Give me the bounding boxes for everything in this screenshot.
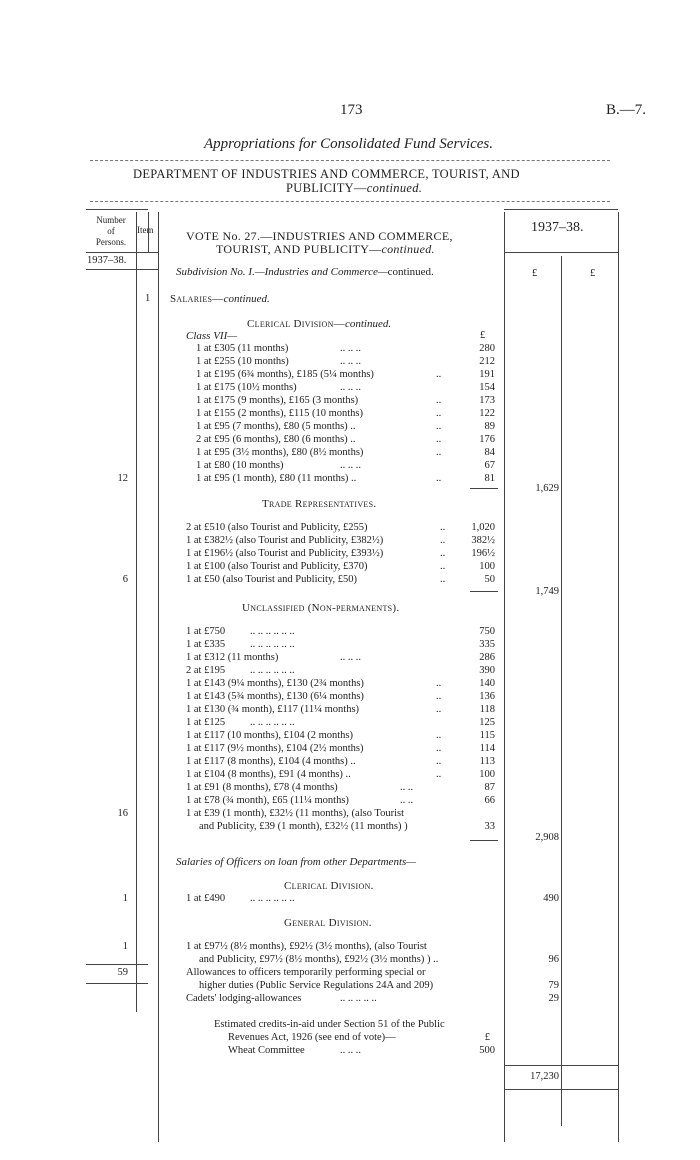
clerical-row-dots: .. .. .. — [340, 343, 361, 354]
clerical-row-dots: .. — [436, 421, 442, 432]
unclassified-row-dots: .. .. .. .. .. .. — [250, 639, 295, 650]
on-loan-clerical-amount: 490 — [543, 893, 559, 904]
on-loan-general-heading: General Division. — [284, 917, 372, 929]
unclassified-row-dots: .. — [436, 743, 442, 754]
clerical-row-desc: 2 at £95 (6 months), £80 (6 months) .. — [196, 434, 356, 445]
allowances-line1: Allowances to officers temporarily performing special or — [186, 967, 426, 978]
on-loan-general-persons: 1 — [122, 941, 128, 952]
unclassified-sum-rule — [470, 840, 498, 841]
unclassified-row-desc: 1 at £104 (8 months), £91 (4 months) .. — [186, 769, 351, 780]
trade-row-dots: .. — [440, 535, 446, 546]
on-loan-clerical-dots: .. .. .. .. .. .. — [250, 893, 295, 904]
unclassified-row-amount: 118 — [479, 704, 495, 715]
salaries-heading — [170, 293, 270, 305]
clerical-subtotal: 1,629 — [535, 483, 559, 494]
total-persons: 59 — [117, 967, 128, 978]
trade-row-amount: 382½ — [471, 535, 495, 546]
cadets-amount: 29 — [548, 993, 559, 1004]
unclassified-row-amount: 100 — [479, 769, 495, 780]
on-loan-general-line2: and Publicity, £97½ (8½ months), £92½ (3½ months) ) .. — [199, 954, 439, 965]
grand-total-rule-top — [504, 1065, 618, 1066]
subdivision-text: Subdivision No. I.—Industries and Commerce— — [176, 266, 388, 278]
clerical-row-dots: .. .. .. — [340, 382, 361, 393]
on-loan-general-amount: 96 — [548, 954, 559, 965]
trade-persons: 6 — [122, 574, 128, 585]
pound-sign-col1: £ — [532, 268, 538, 279]
clerical-row-desc: 1 at £95 (3½ months), £80 (8½ months) — [196, 447, 364, 458]
unclassified-row-desc: 1 at £335 — [186, 639, 226, 650]
salaries-text: Salaries— — [170, 293, 224, 305]
unclassified-row-dots: .. .. .. .. .. .. — [250, 717, 295, 728]
trade-row-desc: 1 at £196½ (also Tourist and Publicity, £393½) — [186, 548, 384, 559]
clerical-row-amount: 191 — [479, 369, 495, 380]
clerical-pound-sign: £ — [480, 330, 486, 341]
unclassified-row-amount: 114 — [479, 743, 495, 754]
credits-pound-sign: £ — [484, 1032, 490, 1043]
unclassified-row-desc: 1 at £143 (9¼ months), £130 (2¾ months) — [186, 678, 364, 689]
clerical-row-amount: 280 — [479, 343, 495, 354]
on-loan-general-line1: 1 at £97½ (8½ months), £92½ (3½ months), (also Tourist — [186, 941, 427, 952]
rule-left-edge — [148, 212, 149, 252]
col-header-year-right: 1937–38. — [531, 220, 584, 235]
department-heading-line2 — [286, 181, 422, 196]
clerical-heading-text: Clerical Division— — [247, 318, 345, 330]
allowances-line2: higher duties (Public Service Regulations 24A and 209) — [199, 980, 434, 991]
department-heading-continued: continued. — [366, 181, 423, 195]
clerical-row-dots: .. — [436, 369, 442, 380]
rule-item-desc — [158, 212, 159, 1142]
clerical-row-amount: 176 — [479, 434, 495, 445]
on-loan-heading: Salaries of Officers on loan from other Departments— — [176, 856, 417, 868]
subdivision-heading — [176, 266, 434, 278]
unclassified-row-dots: .. — [436, 691, 442, 702]
unclassified-subtotal: 2,908 — [535, 832, 559, 843]
clerical-row-amount: 89 — [484, 421, 495, 432]
clerical-row-dots: .. — [436, 434, 442, 445]
trade-subtotal: 1,749 — [535, 586, 559, 597]
page-title: Appropriations for Consolidated Fund Services. — [204, 136, 494, 152]
credits-line1: Estimated credits-in-aid under Section 51 of the Public — [214, 1019, 445, 1030]
unclassified-row-amount: 66 — [484, 795, 495, 806]
rule-header-top-right — [504, 209, 618, 210]
col-header-of: of — [107, 226, 115, 236]
page-number: 173 — [340, 102, 363, 118]
unclassified-row-dots: .. .. .. .. .. .. — [250, 665, 295, 676]
unclassified-row-dots: .. .. .. — [340, 652, 361, 663]
salaries-continued: continued. — [223, 293, 270, 305]
rule-header-bottom-left — [86, 252, 158, 253]
trade-row-dots: .. — [440, 561, 446, 572]
clerical-row-dots: .. — [436, 473, 442, 484]
unclassified-row-dots: .. .. — [400, 795, 414, 806]
unclassified-row-desc: 1 at £125 — [186, 717, 226, 728]
on-loan-clerical-persons: 1 — [122, 893, 128, 904]
rule-right-edge — [618, 212, 619, 1142]
vote-heading-continued: continued. — [381, 242, 435, 256]
clerical-row-dots: .. .. .. — [340, 460, 361, 471]
grand-total: 17,230 — [530, 1071, 559, 1082]
clerical-row-amount: 154 — [479, 382, 495, 393]
clerical-persons: 12 — [117, 473, 128, 484]
unclassified-last-amount: 33 — [484, 821, 495, 832]
clerical-row-desc: 1 at £80 (10 months) — [196, 460, 284, 471]
col-header-year-left: 1937–38. — [87, 255, 127, 266]
vote-heading-line1: VOTE No. 27.—INDUSTRIES AND COMMERCE, — [186, 229, 453, 243]
rule-header-bottom-right — [504, 252, 618, 253]
trade-row-amount: 50 — [484, 574, 495, 585]
unclassified-row-desc: 1 at £117 (10 months), £104 (2 months) — [186, 730, 354, 741]
col-header-item: Item — [137, 225, 154, 235]
wheat-committee: Wheat Committee — [228, 1045, 305, 1056]
class-vii-label: Class VII— — [186, 330, 238, 342]
trade-row-amount: 196½ — [471, 548, 495, 559]
unclassified-row-amount: 115 — [479, 730, 495, 741]
trade-row-amount: 100 — [479, 561, 495, 572]
unclassified-heading: Unclassified (Non-permanents). — [242, 602, 400, 614]
vote-heading-line2 — [216, 242, 435, 257]
unclassified-row-desc: 1 at £91 (8 months), £78 (4 months) — [186, 782, 338, 793]
rule-year-under-left — [86, 269, 158, 270]
unclassified-row-desc: 1 at £143 (5¾ months), £130 (6¼ months) — [186, 691, 364, 702]
document-reference: B.—7. — [606, 102, 647, 118]
clerical-row-desc: 1 at £95 (7 months), £80 (5 months) .. — [196, 421, 356, 432]
unclassified-row-amount: 750 — [479, 626, 495, 637]
total-persons-rule-bottom — [86, 983, 148, 984]
unclassified-row-desc: 1 at £117 (9½ months), £104 (2½ months) — [186, 743, 364, 754]
clerical-row-amount: 84 — [484, 447, 495, 458]
cadets-dots: .. .. .. .. .. — [340, 993, 377, 1004]
clerical-row-dots: .. — [436, 447, 442, 458]
clerical-sum-rule — [470, 488, 498, 489]
unclassified-row-dots: .. — [436, 756, 442, 767]
credits-line2: Revenues Act, 1926 (see end of vote)— — [228, 1032, 396, 1043]
unclassified-row-amount: 125 — [479, 717, 495, 728]
clerical-row-dots: .. — [436, 395, 442, 406]
trade-heading: Trade Representatives. — [262, 498, 377, 510]
trade-row-dots: .. — [440, 574, 446, 585]
unclassified-row-dots: .. — [436, 730, 442, 741]
trade-row-desc: 2 at £510 (also Tourist and Publicity, £255) — [186, 522, 368, 533]
vote-heading-text: TOURIST, AND PUBLICITY— — [216, 242, 382, 256]
unclassified-row-desc: 1 at £117 (8 months), £104 (4 months) .. — [186, 756, 356, 767]
clerical-row-desc: 1 at £95 (1 month), £80 (11 months) .. — [196, 473, 357, 484]
wheat-committee-amount: 500 — [479, 1045, 495, 1056]
unclassified-row-amount: 335 — [479, 639, 495, 650]
clerical-row-desc: 1 at £305 (11 months) — [196, 343, 289, 354]
unclassified-row-desc: 1 at £312 (11 months) — [186, 652, 279, 663]
unclassified-last-line1: 1 at £39 (1 month), £32½ (11 months), (also Tourist — [186, 808, 404, 819]
clerical-row-dots: .. — [436, 408, 442, 419]
unclassified-row-amount: 136 — [479, 691, 495, 702]
clerical-row-amount: 67 — [484, 460, 495, 471]
unclassified-row-desc: 1 at £750 — [186, 626, 226, 637]
title-rule — [90, 160, 610, 161]
clerical-heading — [247, 318, 391, 330]
rule-pounds-pounds — [561, 256, 562, 1126]
unclassified-last-line2: and Publicity, £39 (1 month), £32½ (11 months) ) — [199, 821, 408, 832]
unclassified-row-amount: 286 — [479, 652, 495, 663]
cadets-allowances: Cadets' lodging-allowances — [186, 993, 302, 1004]
unclassified-row-desc: 2 at £195 — [186, 665, 226, 676]
unclassified-row-amount: 140 — [479, 678, 495, 689]
wheat-committee-dots: .. .. .. — [340, 1045, 361, 1056]
pound-sign-col2: £ — [590, 268, 596, 279]
total-persons-rule-top — [86, 964, 148, 965]
trade-row-amount: 1,020 — [471, 522, 495, 533]
department-heading-line1: DEPARTMENT OF INDUSTRIES AND COMMERCE, TOURIST, AND — [133, 167, 520, 181]
item-number: 1 — [145, 293, 151, 304]
col-header-number-of-persons — [86, 215, 136, 248]
department-heading-text: PUBLICITY— — [286, 181, 367, 195]
clerical-row-desc: 1 at £175 (9 months), £165 (3 months) — [196, 395, 359, 406]
clerical-row-desc: 1 at £255 (10 months) — [196, 356, 289, 367]
clerical-row-amount: 212 — [479, 356, 495, 367]
on-loan-clerical-row: 1 at £490 — [186, 893, 226, 904]
unclassified-row-desc: 1 at £78 (¾ month), £65 (11¼ months) — [186, 795, 349, 806]
grand-total-rule-bottom — [504, 1089, 618, 1090]
header-rule — [90, 201, 610, 202]
unclassified-row-desc: 1 at £130 (¾ month), £117 (11¼ months) — [186, 704, 360, 715]
col-header-persons: Persons. — [95, 237, 127, 247]
clerical-row-dots: .. .. .. — [340, 356, 361, 367]
unclassified-row-dots: .. — [436, 769, 442, 780]
allowances-amount: 79 — [548, 980, 559, 991]
subdivision-continued: continued. — [387, 266, 434, 278]
clerical-row-desc: 1 at £175 (10½ months) — [196, 382, 297, 393]
trade-row-desc: 1 at £100 (also Tourist and Publicity, £370) — [186, 561, 368, 572]
unclassified-row-dots: .. .. — [400, 782, 414, 793]
clerical-row-amount: 122 — [479, 408, 495, 419]
trade-row-dots: .. — [440, 548, 446, 559]
clerical-row-desc: 1 at £195 (6¾ months), £185 (5¼ months) — [196, 369, 374, 380]
unclassified-row-dots: .. .. .. .. .. .. — [250, 626, 295, 637]
unclassified-row-amount: 87 — [484, 782, 495, 793]
trade-row-dots: .. — [440, 522, 446, 533]
clerical-row-desc: 1 at £155 (2 months), £115 (10 months) — [196, 408, 364, 419]
trade-row-desc: 1 at £50 (also Tourist and Publicity, £50) — [186, 574, 358, 585]
rule-desc-pounds — [504, 212, 505, 1142]
trade-row-desc: 1 at £382½ (also Tourist and Publicity, £382½) — [186, 535, 384, 546]
on-loan-clerical-heading: Clerical Division. — [284, 880, 374, 892]
trade-sum-rule — [470, 591, 498, 592]
unclassified-row-amount: 113 — [479, 756, 495, 767]
col-header-number: Number — [96, 215, 126, 225]
unclassified-persons: 16 — [117, 808, 128, 819]
unclassified-row-dots: .. — [436, 704, 442, 715]
clerical-row-amount: 81 — [484, 473, 495, 484]
clerical-row-amount: 173 — [479, 395, 495, 406]
unclassified-row-dots: .. — [436, 678, 442, 689]
rule-header-top-left — [86, 209, 148, 210]
unclassified-row-amount: 390 — [479, 665, 495, 676]
clerical-heading-continued: continued. — [344, 318, 392, 330]
rule-persons-item — [136, 212, 137, 1012]
